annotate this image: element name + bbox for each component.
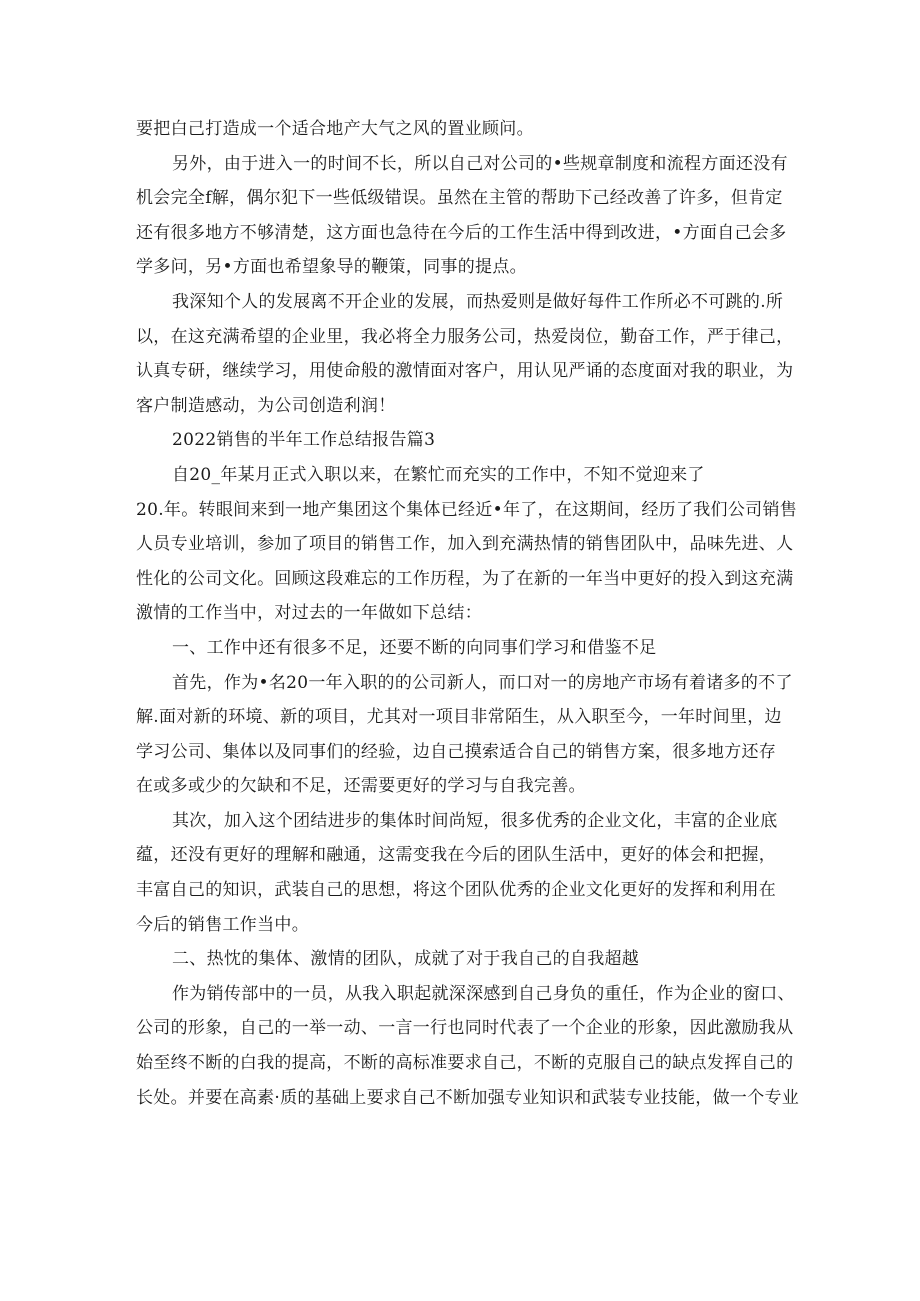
text-line: 解.面对新的环境、新的项目，尤其对一项目非常陌生，从入职至今，一年时间里，边 <box>136 707 782 728</box>
paragraph-2 <box>136 147 786 285</box>
text-line: 激情的工作当中，对过去的一年做如下总结： <box>136 603 482 624</box>
paragraph-intro-continued <box>136 493 798 631</box>
paragraph-second <box>136 804 786 942</box>
paragraph-intro <box>136 458 786 493</box>
text-line: 首先，作为•名20一年入职的的公司新人，而口对一的房地产市场有着诸多的不了 <box>172 672 793 693</box>
text-line: 作为销传部中的一员，从我入职起就深深感到自己身负的重任，作为企业的窗口、 <box>172 983 795 1004</box>
text-line: 始至终不断的白我的提高，不断的高标准要求自己，不断的克服自己的缺点发挥自己的 <box>136 1053 794 1074</box>
text-line: 人员专业培训，参加了项目的销售工作，加入到充满热情的销售团队中，品味先进、人 <box>136 534 794 555</box>
text-line: 自20_年某月正式入职以来，在繁忙而充实的工作中，不知不觉迎来了 <box>172 464 705 485</box>
text-line: 以，在这充满希望的企业里，我必将全力服务公司，热爱岗位，勤奋工作，严于律己， <box>136 326 794 347</box>
text-line: 还有很多地方不够清楚，这方面也急待在今后的工作生活中得到改进，•方面自己会多 <box>136 222 787 243</box>
text-line: 20.年。转眼间来到一地产集团这个集体已经近•年了，在这期间，经历了我们公司销售 <box>136 499 798 520</box>
text-line: 要把白己打造成一个适合地产大气之风的置业顾问。 <box>136 119 534 139</box>
text-line: 公司的形象，自己的一举一动、一言一行也同时代表了一个企业的形象，因此激励我从 <box>136 1018 794 1039</box>
text-line: 我深知个人的发展离不开企业的发展，而热爱则是做好每件工作所必不可跳的.所 <box>172 291 784 312</box>
text-line: 在或多或少的欠缺和不足，还需要更好的学习与自我完善。 <box>136 776 586 797</box>
text-line: 学习公司、集体以及同事们的经验，边自己摸索适合自己的销售方案，很多地方还存 <box>136 741 777 762</box>
paragraph-first <box>136 666 793 804</box>
paragraph-third <box>136 977 800 1115</box>
document-body <box>136 112 800 1115</box>
text-line: 性化的公司文化。回顾这段难忘的工作历程，为了在新的一年当中更好的投入到这充满 <box>136 568 794 589</box>
section-title: 2022销售的半年工作总结报告篇3 <box>172 430 436 451</box>
paragraph-3 <box>136 285 794 423</box>
text-line: 其次，加入这个团结进步的集体时间尚短，很多优秀的企业文化，丰富的企业底 <box>172 810 778 831</box>
text-line: 另外，由于进入一的时间不长，所以自己对公司的•些规章制度和流程方面还没有 <box>172 153 788 174</box>
text-line: 丰富自己的知识，武装自己的思想，将这个团队优秀的企业文化更好的发挥和利用在 <box>136 880 777 901</box>
text-line: 蕴，还没有更好的理解和融通，这需变我在今后的团队生活中，更好的体会和把握， <box>136 845 777 866</box>
text-line: 长处。并要在高素·质的基础上要求自己不断加强专业知识和武装专业技能，做一个专业 <box>136 1087 800 1108</box>
text-line: 机会完全f解，偶尔犯下一些低级错误。虽然在主管的帮助下己经改善了许多，但肯定 <box>136 188 783 209</box>
paragraph-1 <box>136 112 786 147</box>
section-heading-1: 一、工作中还有很多不足，还要不断的向同事们学习和借鉴不足 <box>172 637 657 658</box>
section-heading-2: 二、热忱的集体、激情的团队，成就了对于我自己的自我超越 <box>172 949 640 970</box>
text-line: 学多问，另•方面也希望象导的鞭策，同事的提点。 <box>136 257 527 278</box>
text-line: 客户制造感动，为公司创造利润！ <box>136 395 396 416</box>
text-line: 今后的销售工作当中。 <box>136 914 309 935</box>
text-line: 认真专研，继续学习，用使命般的激情面对客户，用认见严诵的态度面对我的职业，为 <box>136 361 794 382</box>
